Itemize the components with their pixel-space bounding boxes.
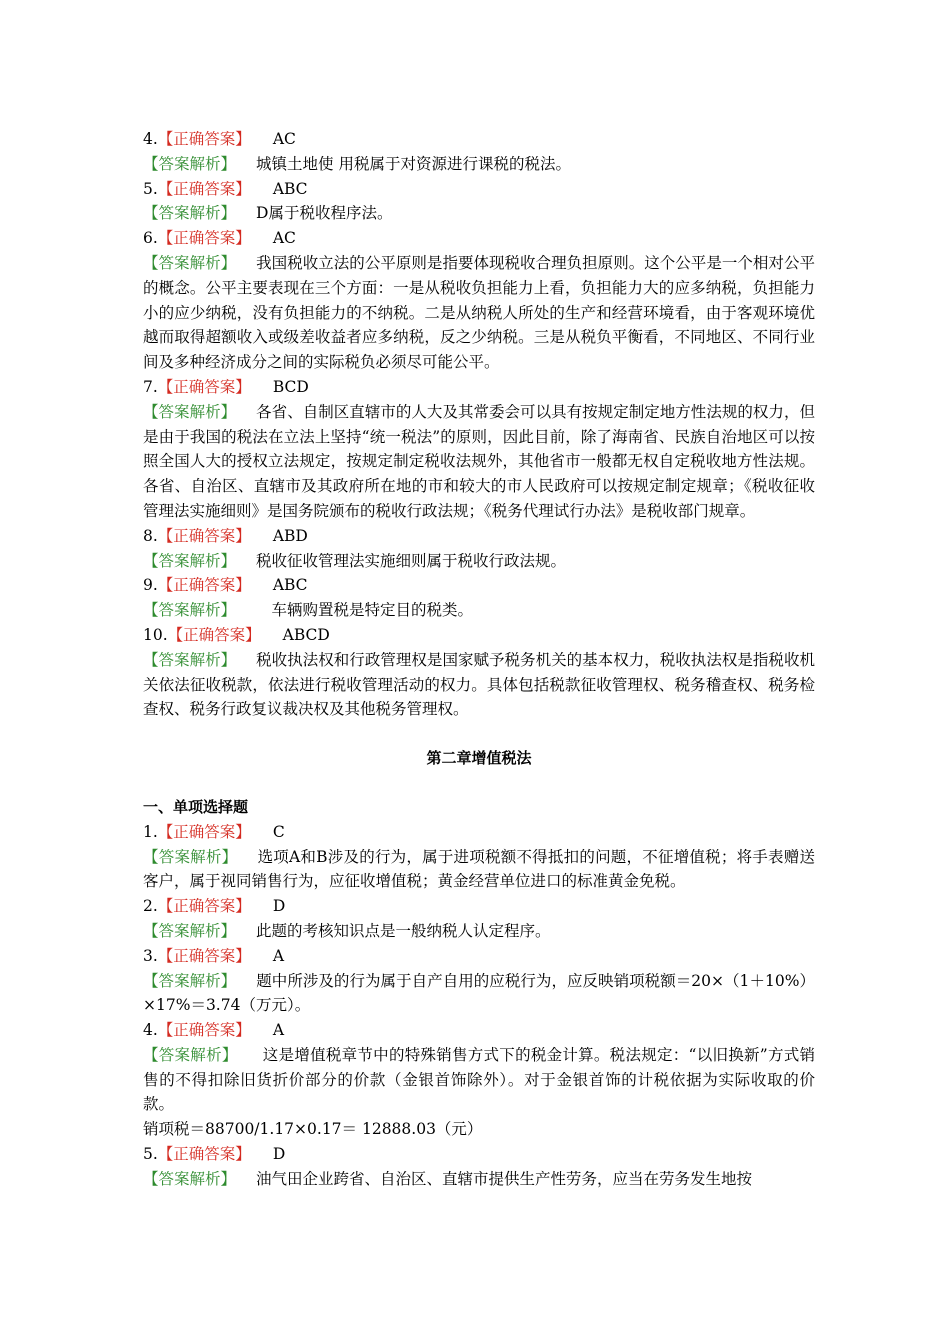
question-number: 5. [143,179,158,198]
analysis-text: 我国税收立法的公平原则是指要体现税收合理负担原则。这个公平是一个相对公平的概念。公平主要表现在三个方面：一是从税收负担能力上看，负担能力大的应多纳税，负担能力小的应少纳税，没有负担能力的不纳税。二是从纳税人所处的生产和经营环境看，由于客观环境优越而取得超额收入或级差收益者应多纳税，反之少纳税。三是从税负平衡看，不同地区、不同行业间及多种经济成分之间的实际税负必须尽可能公平。 [143,253,815,372]
item-p2-1 [143,820,815,894]
question-number: 4. [143,1021,158,1040]
analysis-label: 【答案解析】 [143,204,237,223]
analysis-paragraph [143,201,815,226]
analysis-text: 此题的考核知识点是一般纳税人认定程序。 [256,921,551,940]
correct-answer-label: 【正确答案】 [157,1145,251,1164]
analysis-paragraph [143,919,815,944]
question-number: 9. [143,576,158,595]
item-p1-4 [143,127,815,177]
item-p1-7 [143,375,815,524]
question-number: 7. [143,377,158,396]
answer-line [143,820,815,845]
correct-answer-label: 【正确答案】 [157,179,251,198]
analysis-label: 【答案解析】 [143,650,237,669]
analysis-label: 【答案解析】 [143,847,238,866]
question-number: 5. [143,1145,158,1164]
answer-line [143,226,815,251]
question-number: 1. [143,822,158,841]
answer-line [143,375,815,400]
answer-value: AC [272,229,296,248]
correct-answer-label: 【正确答案】 [157,946,251,965]
analysis-paragraph [143,251,815,375]
question-number: 6. [143,229,158,248]
question-number: 2. [143,897,158,916]
analysis-paragraph [143,969,815,1019]
analysis-text: D属于税收程序法。 [256,204,393,223]
analysis-label: 【答案解析】 [143,921,237,940]
section-title: 一、单项选择题 [143,797,249,816]
answer-line [143,623,815,648]
answer-line [143,573,815,598]
analysis-paragraph [143,1043,815,1117]
question-number: 8. [143,526,158,545]
chapter-title: 第二章增值税法 [426,749,532,768]
document-page [143,127,815,1192]
answer-line [143,177,815,202]
answer-value: D [272,897,286,916]
correct-answer-label: 【正确答案】 [157,130,251,148]
answer-line [143,524,815,549]
question-number: 4. [143,130,158,148]
item-p2-3 [143,944,815,1018]
item-p1-8 [143,524,815,574]
analysis-text: 各省、自制区直辖市的人大及其常委会可以具有按规定制定地方性法规的权力，但是由于我国的税法在立法上坚持“统一税法”的原则，因此目前，除了海南省、民族自治地区可以按照全国人大的授权立法规定，按规定制定税收法规外，其他省市一般都无权自定税收地方性法规。各省、自治区、直辖市及其政府所在地的市和较大的市人民政府可以按规定制定规章；《税收征收管理法实施细则》是国务院颁布的税收行政法规；《税务代理试行办法》是税收部门规章。 [143,402,815,520]
analysis-paragraph [143,845,815,895]
answer-value: C [272,822,285,841]
analysis-paragraph [143,1167,815,1192]
analysis-paragraph [143,598,815,623]
analysis-label: 【答案解析】 [143,253,237,272]
item-p2-4 [143,1018,815,1142]
correct-answer-label: 【正确答案】 [157,576,251,595]
analysis-label: 【答案解析】 [143,1045,238,1064]
calculation-line: 销项税＝88700/1.17×0.17＝ 12888.03（元） [143,1120,483,1139]
item-p1-10 [143,623,815,722]
question-number: 10. [143,625,168,644]
analysis-text: 税收征收管理法实施细则属于税收行政法规。 [256,551,567,570]
analysis-text: 城镇土地使 用税属于对资源进行课税的税法。 [256,154,571,173]
answer-line [143,127,815,152]
answer-line [143,1142,815,1167]
analysis-label: 【答案解析】 [143,601,237,620]
answer-value: D [272,1145,286,1164]
item-p2-2 [143,894,815,944]
answer-value: BCD [272,377,309,396]
analysis-text: 税收执法权和行政管理权是国家赋予税务机关的基本权力，税收执法权是指税收机关依法征收税款，依法进行税收管理活动的权力。具体包括税款征收管理权、税务稽查权、税务检查权、税务行政复议裁决权及其他税务管理权。 [143,650,815,719]
analysis-paragraph [143,152,815,177]
correct-answer-label: 【正确答案】 [157,1021,251,1040]
answer-value: ABC [272,179,308,198]
answer-line [143,1018,815,1043]
answer-value: ABD [272,526,308,545]
question-number: 3. [143,946,158,965]
analysis-text: 车辆购置税是特定目的税类。 [256,601,474,620]
analysis-text: 这是增值税章节中的特殊销售方式下的税金计算。税法规定：“以旧换新”方式销售的不得扣除旧货折价部分的价款（金银首饰除外）。对于金银首饰的计税依据为实际收取的价款。 [143,1045,815,1114]
analysis-label: 【答案解析】 [143,551,237,570]
correct-answer-label: 【正确答案】 [157,822,251,841]
correct-answer-label: 【正确答案】 [167,625,261,644]
item-p1-5 [143,177,815,227]
correct-answer-label: 【正确答案】 [157,526,251,545]
answer-value: ABCD [282,625,330,644]
analysis-label: 【答案解析】 [143,402,237,421]
answer-value: A [272,1021,285,1040]
analysis-text: 油气田企业跨省、自治区、直辖市提供生产性劳务，应当在劳务发生地按 [256,1169,753,1188]
item-p1-9 [143,573,815,623]
analysis-paragraph [143,400,815,524]
correct-answer-label: 【正确答案】 [157,377,251,396]
analysis-label: 【答案解析】 [143,971,237,990]
answer-value: ABC [272,576,308,595]
answer-value: AC [272,130,296,148]
analysis-label: 【答案解析】 [143,154,237,173]
answer-line [143,894,815,919]
correct-answer-label: 【正确答案】 [157,897,251,916]
answer-line [143,944,815,969]
correct-answer-label: 【正确答案】 [157,229,251,248]
answer-value: A [272,946,285,965]
analysis-label: 【答案解析】 [143,1169,237,1188]
analysis-paragraph [143,648,815,722]
analysis-text: 题中所涉及的行为属于自产自用的应税行为，应反映销项税额＝20×（1＋10%）×17%＝3.74（万元）。 [143,971,815,1015]
analysis-text: 选项A和B涉及的行为，属于进项税额不得抵扣的问题，不征增值税；将手表赠送客户，属于视同销售行为，应征收增值税；黄金经营单位进口的标准黄金免税。 [143,847,815,891]
item-p1-6 [143,226,815,375]
analysis-paragraph [143,549,815,574]
item-p2-5 [143,1142,815,1192]
